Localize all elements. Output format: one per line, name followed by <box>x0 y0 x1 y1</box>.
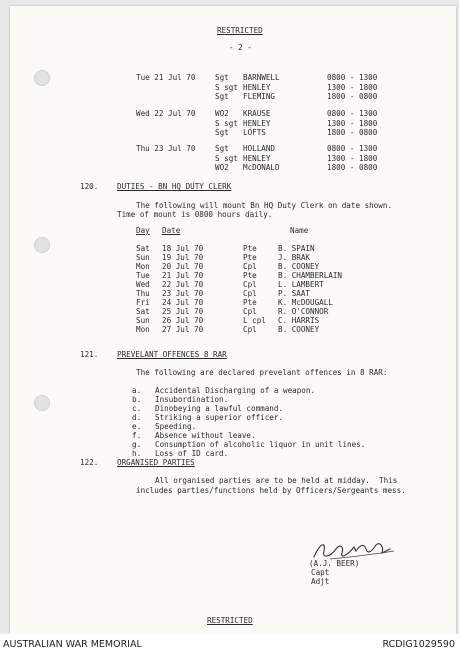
row-date: 24 Jul 70 <box>162 298 204 307</box>
roster-name: McDONALD <box>243 163 280 172</box>
roster-day: Thu 23 Jul 70 <box>136 144 196 153</box>
row-day: Sat <box>136 244 150 253</box>
list-item: Speeding. <box>155 422 197 431</box>
roster-name: HENLEY <box>243 154 271 163</box>
document-page <box>10 6 456 634</box>
roster-rank: Sgt <box>215 73 229 82</box>
row-name: B. SPAIN <box>278 244 315 253</box>
row-rank: Pte <box>243 244 257 253</box>
list-item: Accidental Discharging of a weapon. <box>155 386 316 395</box>
roster-time: 0800 - 1300 <box>327 109 378 118</box>
roster-name: BARNWELL <box>243 73 280 82</box>
row-day: Mon <box>136 325 150 334</box>
body-text: The following will mount Bn HQ Duty Clerk on date shown. <box>136 201 393 210</box>
list-letter: f. <box>132 431 142 440</box>
row-date: 23 Jul 70 <box>162 289 204 298</box>
row-day: Fri <box>136 298 150 307</box>
column-header-name: Name <box>290 226 309 235</box>
list-letter: d. <box>132 413 142 422</box>
list-item: Striking a superior officer. <box>155 413 284 422</box>
list-letter: b. <box>132 395 142 404</box>
row-name: K. McDOUGALL <box>278 298 333 307</box>
roster-rank: S sgt <box>215 119 238 128</box>
list-letter: a. <box>132 386 142 395</box>
row-rank: Cpl <box>243 325 257 334</box>
roster-rank: Sgt <box>215 92 229 101</box>
column-header-day: Day <box>136 226 150 235</box>
roster-time: 0800 - 1300 <box>327 144 378 153</box>
row-rank: Cpl <box>243 280 257 289</box>
row-name: J. BRAK <box>278 253 311 262</box>
row-name: P. SAAT <box>278 289 311 298</box>
row-date: 20 Jul 70 <box>162 262 204 271</box>
roster-rank: Sgt <box>215 144 229 153</box>
body-text: The following are declared prevelant offences in 8 RAR: <box>136 368 388 377</box>
row-day: Sun <box>136 316 150 325</box>
section-title: DUTIES - BN HQ DUTY CLERK <box>117 182 232 191</box>
roster-time: 1800 - 0800 <box>327 128 378 137</box>
section-title: ORGANISED PARTIES <box>117 458 195 467</box>
roster-name: LOFTS <box>243 128 266 137</box>
roster-day: Tue 21 Jul 70 <box>136 73 196 82</box>
body-text: All organised parties are to be held at midday. This <box>155 476 398 485</box>
list-item: Insubordination. <box>155 395 229 404</box>
body-text: Time of mount is 0800 hours daily. <box>117 210 273 219</box>
archive-reference: RCDIG1029590 <box>382 639 455 650</box>
row-day: Mon <box>136 262 150 271</box>
row-date: 19 Jul 70 <box>162 253 204 262</box>
signatory-rank: Capt <box>311 568 330 577</box>
roster-day: Wed 22 Jul 70 <box>136 109 196 118</box>
roster-rank: S sgt <box>215 154 238 163</box>
roster-name: HOLLAND <box>243 144 276 153</box>
roster-rank: S sgt <box>215 83 238 92</box>
section-number: 122. <box>80 458 99 467</box>
list-item: Dinobeying a lawful command. <box>155 404 284 413</box>
roster-name: HENLEY <box>243 83 271 92</box>
signatory-name: (A.J. BEER) <box>309 559 360 568</box>
row-date: 21 Jul 70 <box>162 271 204 280</box>
column-header-date: Date <box>162 226 181 235</box>
row-name: B. CHAMBERLAIN <box>278 271 343 280</box>
section-title: PREVELANT OFFENCES 8 RAR <box>117 350 227 359</box>
section-number: 120. <box>80 182 99 191</box>
roster-time: 1800 - 0800 <box>327 163 378 172</box>
row-rank: L cpl <box>243 316 266 325</box>
punch-hole <box>34 237 50 253</box>
list-letter: h. <box>132 449 142 458</box>
body-text: includes parties/functions held by Officers/Sergeants mess. <box>136 486 406 495</box>
roster-rank: WO2 <box>215 163 229 172</box>
row-date: 22 Jul 70 <box>162 280 204 289</box>
list-item: Absence without leave. <box>155 431 256 440</box>
roster-rank: WO2 <box>215 109 229 118</box>
roster-time: 1300 - 1800 <box>327 119 378 128</box>
punch-hole <box>34 70 50 86</box>
row-day: Sat <box>136 307 150 316</box>
page-number: - 2 - <box>229 43 252 52</box>
roster-time: 1300 - 1800 <box>327 83 378 92</box>
roster-name: KRAUSE <box>243 109 271 118</box>
row-day: Tue <box>136 271 150 280</box>
row-name: C. HARRIS <box>278 316 320 325</box>
row-rank: Pte <box>243 271 257 280</box>
row-rank: Cpl <box>243 307 257 316</box>
row-name: B. COONEY <box>278 262 320 271</box>
list-letter: g. <box>132 440 142 449</box>
roster-time: 0800 - 1300 <box>327 73 378 82</box>
row-day: Thu <box>136 289 150 298</box>
row-name: R. O'CONNOR <box>278 307 329 316</box>
footer-classification: RESTRICTED <box>207 616 253 625</box>
roster-name: HENLEY <box>243 119 271 128</box>
row-rank: Cpl <box>243 289 257 298</box>
roster-time: 1300 - 1800 <box>327 154 378 163</box>
row-rank: Pte <box>243 253 257 262</box>
archive-watermark: AUSTRALIAN WAR MEMORIAL <box>3 639 142 650</box>
row-day: Wed <box>136 280 150 289</box>
list-letter: c. <box>132 404 142 413</box>
roster-time: 1800 - 0800 <box>327 92 378 101</box>
row-name: L. LAMBERT <box>278 280 324 289</box>
row-date: 18 Jul 70 <box>162 244 204 253</box>
row-rank: Pte <box>243 298 257 307</box>
list-item: Consumption of alcoholic liquor in unit lines. <box>155 440 366 449</box>
signatory-appointment: Adjt <box>311 577 330 586</box>
header-classification: RESTRICTED <box>217 26 263 35</box>
row-date: 25 Jul 70 <box>162 307 204 316</box>
list-item: Loss of ID card. <box>155 449 229 458</box>
row-date: 26 Jul 70 <box>162 316 204 325</box>
roster-rank: Sgt <box>215 128 229 137</box>
row-rank: Cpl <box>243 262 257 271</box>
row-date: 27 Jul 70 <box>162 325 204 334</box>
roster-name: FLEMING <box>243 92 276 101</box>
punch-hole <box>34 395 50 411</box>
list-letter: e. <box>132 422 142 431</box>
row-name: B. COONEY <box>278 325 320 334</box>
archive-footer <box>0 634 459 653</box>
section-number: 121. <box>80 350 99 359</box>
row-day: Sun <box>136 253 150 262</box>
